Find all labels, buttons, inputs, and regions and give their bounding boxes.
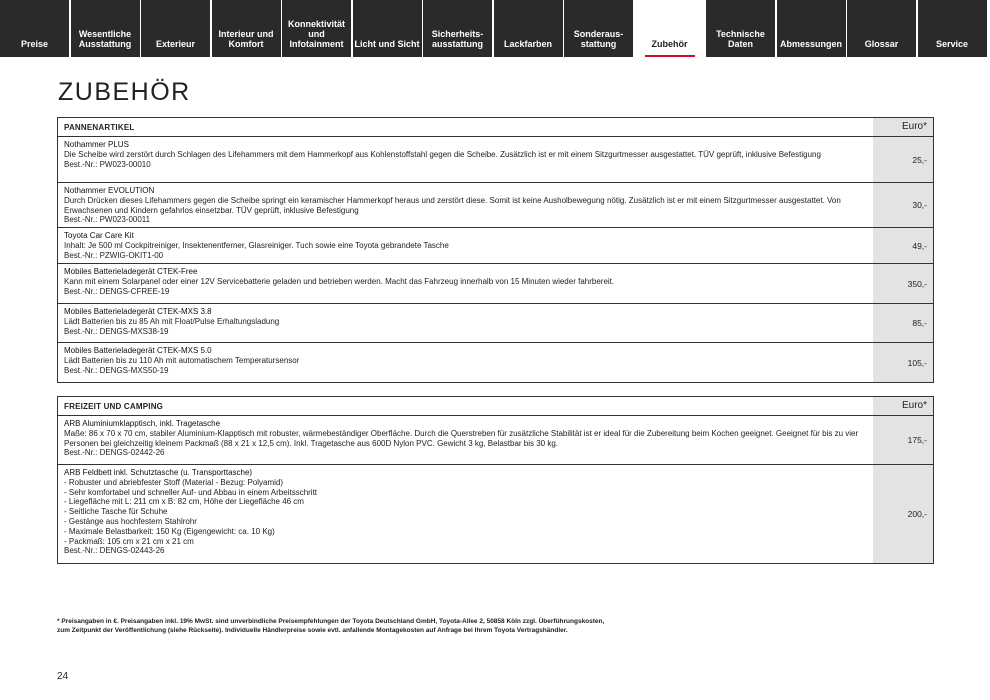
item-price: 105,- bbox=[873, 343, 933, 382]
item-description bbox=[58, 228, 873, 263]
item-name: Mobiles Batterieladegerät CTEK-MXS 5.0 bbox=[64, 346, 212, 355]
item-name: Mobiles Batterieladegerät CTEK-Free bbox=[64, 267, 198, 276]
item-description bbox=[58, 465, 873, 563]
tab-glossar[interactable]: Glossar bbox=[847, 0, 916, 57]
item-order-number: Best.-Nr.: DENGS-02442-26 bbox=[64, 448, 165, 458]
item-order-number: Best.-Nr.: PZWIG-OKIT1-00 bbox=[64, 250, 164, 260]
item-name: Mobiles Batterieladegerät CTEK-MXS 3.8 bbox=[64, 307, 212, 316]
item-description bbox=[58, 416, 873, 464]
table-row bbox=[58, 264, 933, 304]
table-row bbox=[58, 416, 933, 465]
item-name: Nothammer EVOLUTION bbox=[64, 186, 155, 195]
tab-sicherheitsausstattung[interactable]: Sicherheits- ausstattung bbox=[423, 0, 492, 57]
item-price: 30,- bbox=[873, 183, 933, 227]
item-order-number: Best.-Nr.: DENGS-MXS38-19 bbox=[64, 326, 169, 336]
page-title: ZUBEHÖR bbox=[58, 78, 191, 106]
tab-interieur-komfort[interactable]: Interieur und Komfort bbox=[212, 0, 281, 57]
tab-zubehoer[interactable]: Zubehör bbox=[635, 0, 705, 57]
section-nav bbox=[0, 0, 990, 57]
item-text: Inhalt: Je 500 ml Cockpitreiniger, Insektenentferner, Glasreiniger. Tuch sowie eine Toyota gebrandete Tasche bbox=[64, 240, 449, 250]
item-price: 350,- bbox=[873, 264, 933, 303]
tab-konnektivitaet[interactable]: Konnektivität und Infotainment bbox=[282, 0, 351, 57]
table-title: FREIZEIT UND CAMPING bbox=[64, 402, 164, 411]
item-description bbox=[58, 137, 873, 182]
item-name: ARB Aluminiumklapptisch, inkl. Tragetasche bbox=[64, 419, 221, 428]
item-description bbox=[58, 343, 873, 382]
item-price: 49,- bbox=[873, 228, 933, 263]
table-row bbox=[58, 304, 933, 343]
tab-wesentliche-ausstattung[interactable]: Wesentliche Ausstattung bbox=[71, 0, 140, 57]
table-row bbox=[58, 137, 933, 183]
item-name: Toyota Car Care Kit bbox=[64, 231, 134, 240]
item-text: - Robuster und abriebfester Stoff (Material - Bezug: Polyamid) - Sehr komfortabel und schneller Auf- und Abbau in einem Arbeitsschritt - Liegefläche mit L: 211 cm x B: 82 cm, Höhe der Liegefläche 46 cm - Seitliche Tasche für Schuhe - Gestänge aus hochfestem Stahlrohr - Maximale Belastbarkeit: 150 Kg (Eigengewicht: ca. 10 Kg) - Packmaß: 105 cm x 21 cm x 21 cm bbox=[64, 477, 318, 546]
item-description bbox=[58, 304, 873, 342]
item-name: ARB Feldbett inkl. Schutztasche (u. Transporttasche) bbox=[64, 468, 253, 477]
tab-abmessungen[interactable]: Abmessungen bbox=[777, 0, 846, 57]
item-text: Kann mit einem Solarpanel oder einer 12V Servicebatterie geladen und betrieben werden. Macht das Fahrzeug innerhalb von 15 Minuten wieder fahrbereit. bbox=[64, 276, 615, 286]
item-price: 85,- bbox=[873, 304, 933, 342]
table-row bbox=[58, 183, 933, 228]
item-text: Die Scheibe wird zerstört durch Schlagen des Lifehammers mit dem Hammerkopf aus Kohlenstoffstahl gegen die Scheibe. Zusätzlich ist er mit einem Sitzgurtmesser ausgestattet. TÜV geprüft, inklusive Befestigung bbox=[64, 149, 821, 159]
tab-lackfarben[interactable]: Lackfarben bbox=[494, 0, 563, 57]
tab-preise[interactable]: Preise bbox=[0, 0, 69, 57]
price-column-header: Euro* bbox=[873, 397, 933, 415]
item-text: Lädt Batterien bis zu 85 Ah mit Float/Pulse Erhaltungsladung bbox=[64, 316, 280, 326]
item-text: Durch Drücken dieses Lifehammers gegen die Scheibe springt ein keramischer Hammerkopf heraus und zerstört diese. Somit ist keine Ausholbewegung nötig. Zusätzlich ist er mit einem Sitzgurtmesser ausgestattet. Von Erwachsenen und Kindern gefahrlos einsetzbar. TÜV geprüft, inklusive Befestigung bbox=[64, 195, 841, 215]
table-row bbox=[58, 465, 933, 563]
table-row bbox=[58, 343, 933, 382]
tab-exterieur[interactable]: Exterieur bbox=[141, 0, 210, 57]
table-header bbox=[58, 118, 933, 137]
item-order-number: Best.-Nr.: DENGS-02443-26 bbox=[64, 546, 165, 556]
tab-sonderausstattung[interactable]: Sonderaus- stattung bbox=[564, 0, 633, 57]
tab-technische-daten[interactable]: Technische Daten bbox=[706, 0, 775, 57]
item-order-number: Best.-Nr.: PW023-00011 bbox=[64, 215, 151, 225]
price-column-header: Euro* bbox=[873, 118, 933, 136]
item-price: 25,- bbox=[873, 137, 933, 182]
table-row bbox=[58, 228, 933, 264]
tab-licht-sicht[interactable]: Licht und Sicht bbox=[353, 0, 422, 57]
table-header bbox=[58, 397, 933, 416]
price-footnote: * Preisangaben in €. Preisangaben inkl. 19% MwSt. sind unverbindliche Preisempfehlungen der Toyota Deutschland GmbH, Toyota-Allee 2, 50858 Köln zzgl. Überführungskosten, zum Zeitpunkt der Veröffentlichung (siehe Rückseite). Individuelle Händlerpreise sowie evtl. anfallende Montagekosten auf Anfrage bei Ihrem Toyota Vertragshändler. bbox=[57, 618, 605, 635]
page-number: 24 bbox=[57, 671, 69, 682]
item-description bbox=[58, 183, 873, 227]
item-text: Lädt Batterien bis zu 110 Ah mit automatischem Temperatursensor bbox=[64, 355, 300, 365]
item-order-number: Best.-Nr.: PW023-00010 bbox=[64, 159, 151, 169]
item-price: 200,- bbox=[873, 465, 933, 563]
table-title: PANNENARTIKEL bbox=[64, 123, 135, 132]
table-pannenartikel bbox=[57, 117, 934, 383]
item-text: Maße: 86 x 70 x 70 cm, stabiler Aluminium-Klapptisch mit robuster, wärmebeständiger Oberfläche. Durch die Querstreben für zusätzliche Stabilität ist er ideal für die Zubereitung beim Kochen geeignet. Geeignet für bis zu vier Personen bei gleichzeitig kleinem Packmaß (88 x 21 x 12,5 cm). Inkl. Tragetasche aus 600D Nylon PVC. Gewicht 3 kg, Belastbar bis 30 kg. bbox=[64, 428, 859, 448]
item-description bbox=[58, 264, 873, 303]
tab-service[interactable]: Service bbox=[918, 0, 987, 57]
item-name: Nothammer PLUS bbox=[64, 140, 129, 149]
item-price: 175,- bbox=[873, 416, 933, 464]
item-order-number: Best.-Nr.: DENGS-MXS50-19 bbox=[64, 365, 169, 375]
table-freizeit-camping bbox=[57, 396, 934, 564]
item-order-number: Best.-Nr.: DENGS-CFREE-19 bbox=[64, 286, 170, 296]
